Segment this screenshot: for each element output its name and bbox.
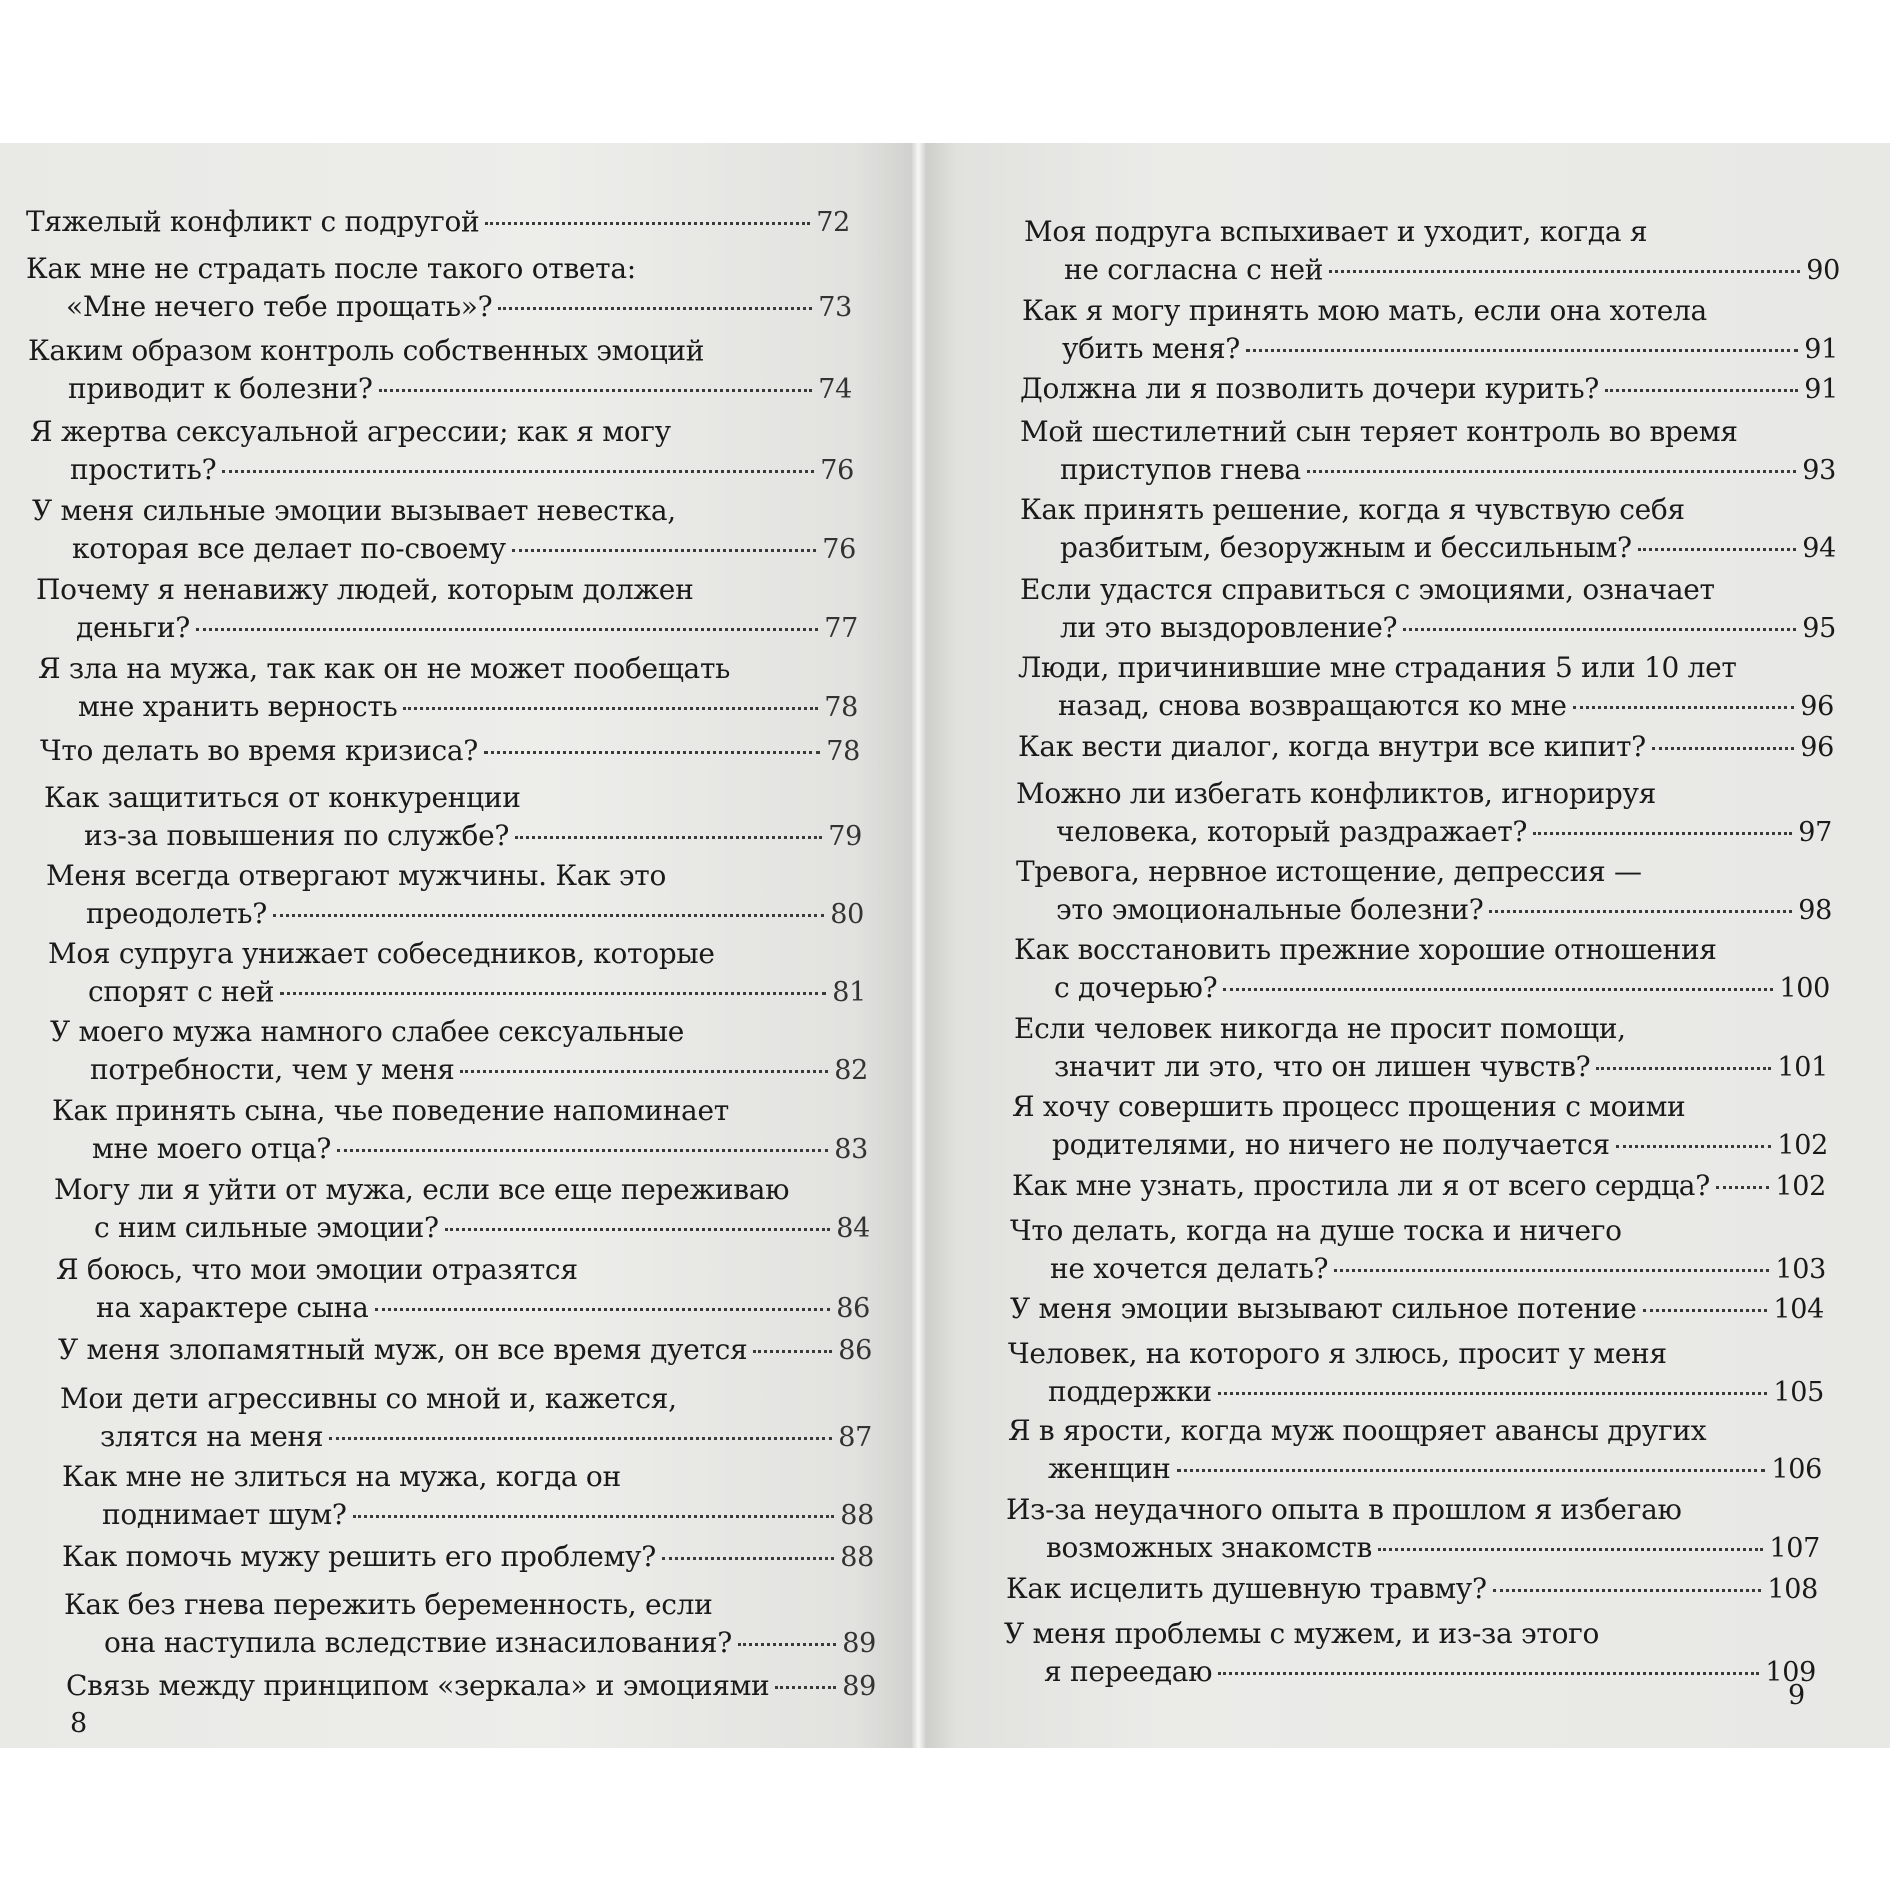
toc-entry[interactable] — [1014, 931, 1830, 1008]
dot-leader — [375, 1308, 831, 1311]
toc-entry-title: Как мне узнать, простила ли я от всего сердца? — [1012, 1169, 1710, 1202]
dot-leader — [280, 992, 826, 995]
dot-leader — [1652, 747, 1794, 750]
toc-entry-title: убить меня? — [1062, 332, 1241, 365]
toc-entry-title: Из-за неудачного опыта в прошлом я избегаю — [1006, 1493, 1682, 1526]
dot-leader — [1403, 628, 1796, 631]
toc-page-number: 98 — [1798, 895, 1832, 926]
toc-page-number: 97 — [1798, 817, 1832, 848]
toc-entry-title: Если удастся справиться с эмоциями, означает — [1020, 573, 1715, 606]
dot-leader — [1533, 832, 1792, 835]
dot-leader — [1218, 1392, 1768, 1395]
toc-entry-title: Могу ли я уйти от мужа, если все еще переживаю — [54, 1173, 790, 1206]
toc-entry-title: Как помочь мужу решить его проблему? — [62, 1540, 656, 1573]
toc-entry[interactable] — [1020, 491, 1836, 568]
toc-page-number: 104 — [1773, 1294, 1824, 1325]
toc-entry[interactable] — [1012, 1167, 1826, 1206]
toc-entry-title: Почему я ненавижу людей, которым должен — [36, 573, 694, 606]
toc-entry-title: У меня сильные эмоции вызывает невестка, — [32, 494, 676, 527]
dot-leader — [222, 470, 814, 473]
toc-entry[interactable] — [1024, 213, 1840, 290]
toc-entry[interactable] — [26, 203, 850, 242]
toc-entry[interactable] — [1016, 775, 1832, 852]
dot-leader — [1493, 1589, 1762, 1592]
dot-leader — [485, 222, 810, 225]
toc-page-number: 73 — [818, 292, 852, 323]
toc-page-number: 107 — [1769, 1533, 1820, 1564]
toc-entry[interactable] — [1004, 1615, 1816, 1692]
toc-page-number: 81 — [832, 977, 866, 1008]
toc-entry-title: Что делать, когда на душе тоска и ничего — [1010, 1214, 1622, 1247]
toc-entry-title: из-за повышения по службе? — [84, 819, 510, 852]
toc-entry[interactable] — [46, 857, 864, 934]
dot-leader — [1596, 1067, 1771, 1070]
toc-entry[interactable] — [50, 1013, 868, 1090]
toc-page-number: 83 — [834, 1134, 868, 1165]
toc-entry-title: мне моего отца? — [92, 1132, 332, 1165]
dot-leader — [1246, 349, 1798, 352]
toc-entry-title: потребности, чем у меня — [90, 1053, 455, 1086]
toc-page-number: 108 — [1767, 1574, 1818, 1605]
toc-page-number: 78 — [826, 736, 860, 767]
toc-entry[interactable] — [66, 1667, 876, 1706]
dot-leader — [1334, 1269, 1769, 1272]
toc-page-number: 74 — [818, 374, 852, 405]
toc-entry[interactable] — [40, 732, 860, 771]
right-page — [918, 143, 1890, 1748]
toc-entry[interactable] — [1020, 413, 1836, 490]
dot-leader — [273, 914, 824, 917]
dot-leader — [498, 307, 812, 310]
toc-entry-title: Я хочу совершить процесс прощения с моими — [1012, 1090, 1686, 1123]
toc-entry-title: Как исцелить душевную травму? — [1006, 1572, 1487, 1605]
toc-page-number: 76 — [822, 534, 856, 565]
toc-entry-title: Как мне не злиться на мужа, когда он — [62, 1460, 621, 1493]
toc-entry-title: простить? — [70, 453, 217, 486]
toc-entry-title: Как без гнева пережить беременность, если — [64, 1588, 713, 1621]
toc-entry[interactable] — [48, 935, 866, 1012]
dot-leader — [337, 1149, 828, 1152]
toc-entry-title: Должна ли я позволить дочери курить? — [1020, 372, 1600, 405]
toc-page-number: 93 — [1802, 455, 1836, 486]
dot-leader — [753, 1350, 832, 1353]
toc-entry-title: которая все делает по-своему — [72, 532, 506, 565]
toc-entry-title: с ним сильные эмоции? — [94, 1211, 439, 1244]
toc-entry[interactable] — [1010, 1290, 1824, 1329]
dot-leader — [1638, 548, 1797, 551]
toc-entry[interactable] — [1012, 1088, 1828, 1165]
dot-leader — [515, 836, 822, 839]
dot-leader — [1573, 706, 1795, 709]
toc-entry-title: приступов гнева — [1060, 453, 1301, 486]
dot-leader — [1716, 1186, 1769, 1189]
toc-entry-title: У меня эмоции вызывают сильное потение — [1010, 1292, 1637, 1325]
toc-page-number: 91 — [1804, 334, 1838, 365]
toc-entry-title: человека, который раздражает? — [1056, 815, 1528, 848]
book-spread — [0, 143, 1890, 1748]
dot-leader — [1605, 389, 1798, 392]
toc-entry-title: Тревога, нервное истощение, депрессия — — [1016, 855, 1642, 888]
toc-entry-title: Связь между принципом «зеркала» и эмоциями — [66, 1669, 770, 1702]
toc-page-number: 100 — [1779, 973, 1830, 1004]
dot-leader — [1378, 1548, 1763, 1551]
toc-entry[interactable] — [1018, 728, 1834, 767]
toc-entry[interactable] — [1006, 1570, 1818, 1609]
toc-page-number: 78 — [824, 692, 858, 723]
toc-entry-title: преодолеть? — [86, 897, 267, 930]
toc-entry-title: не согласна с ней — [1064, 253, 1324, 286]
dot-leader — [662, 1557, 834, 1560]
toc-entry-title: Я зла на мужа, так как он не может пообещать — [38, 652, 731, 685]
toc-entry-title: Мои дети агрессивны со мной и, кажется, — [60, 1382, 677, 1415]
toc-entry-title: мне хранить верность — [78, 690, 398, 723]
toc-entry[interactable] — [1008, 1335, 1824, 1412]
toc-entry[interactable] — [60, 1380, 872, 1457]
toc-page-number: 84 — [836, 1213, 870, 1244]
dot-leader — [1643, 1309, 1768, 1312]
toc-entry[interactable] — [56, 1251, 870, 1328]
toc-entry-title: Каким образом контроль собственных эмоций — [28, 334, 705, 367]
dot-leader — [196, 628, 818, 631]
toc-page-number: 87 — [838, 1422, 872, 1453]
toc-entry-title: Если человек никогда не просит помощи, — [1014, 1012, 1626, 1045]
toc-entry-title: Что делать во время кризиса? — [40, 734, 478, 767]
toc-page-number: 72 — [816, 207, 850, 238]
toc-page-number: 89 — [842, 1628, 876, 1659]
toc-entry-title: приводит к болезни? — [68, 372, 373, 405]
toc-entry-title: Я в ярости, когда муж поощряет авансы других — [1008, 1414, 1707, 1447]
toc-entry-title: я переедаю — [1044, 1655, 1213, 1688]
page-number-right: 9 — [1788, 1680, 1806, 1711]
toc-page-number: 79 — [828, 821, 862, 852]
toc-entry[interactable] — [58, 1331, 872, 1370]
toc-entry-title: У меня злопамятный муж, он все время дуется — [58, 1333, 748, 1366]
toc-page-number: 94 — [1802, 533, 1836, 564]
dot-leader — [1616, 1145, 1772, 1148]
toc-page-number: 82 — [834, 1055, 868, 1086]
toc-entry-title: «Мне нечего тебе прощать»? — [66, 290, 493, 323]
toc-entry-title: это эмоциональные болезни? — [1056, 893, 1484, 926]
toc-entry[interactable] — [36, 571, 858, 648]
toc-page-number: 80 — [830, 899, 864, 930]
toc-page-number: 102 — [1775, 1171, 1826, 1202]
toc-entry-title: не хочется делать? — [1050, 1252, 1329, 1285]
toc-entry[interactable] — [1018, 649, 1834, 726]
toc-entry-title: спорят с ней — [88, 975, 275, 1008]
dot-leader — [353, 1515, 835, 1518]
toc-entry-title: злятся на меня — [100, 1420, 324, 1453]
dot-leader — [1177, 1469, 1766, 1472]
toc-entry[interactable] — [64, 1586, 876, 1663]
toc-page-number: 76 — [820, 455, 854, 486]
page-number-left: 8 — [70, 1708, 88, 1739]
dot-leader — [403, 707, 818, 710]
toc-entry-title: деньги? — [76, 611, 190, 644]
toc-entry[interactable] — [1020, 370, 1838, 409]
toc-entry-title: Человек, на которого я злюсь, просит у меня — [1008, 1337, 1667, 1370]
toc-entry[interactable] — [52, 1092, 868, 1169]
toc-entry-title: Как принять решение, когда я чувствую себя — [1020, 493, 1685, 526]
toc-entry[interactable] — [1022, 292, 1838, 369]
dot-leader — [329, 1437, 832, 1440]
toc-entry-title: У меня проблемы с мужем, и из-за этого — [1004, 1617, 1600, 1650]
toc-entry-title: Тяжелый конфликт с подругой — [26, 205, 480, 238]
toc-entry-title: на характере сына — [96, 1291, 369, 1324]
toc-entry[interactable] — [1006, 1491, 1820, 1568]
toc-entry[interactable] — [1010, 1212, 1826, 1289]
toc-entry[interactable] — [44, 779, 862, 856]
toc-entry-title: Моя подруга вспыхивает и уходит, когда я — [1024, 215, 1648, 248]
dot-leader — [1223, 988, 1773, 991]
dot-leader — [445, 1228, 830, 1231]
toc-page-number: 102 — [1777, 1130, 1828, 1161]
toc-entry-title: она наступила вследствие изнасилования? — [104, 1626, 732, 1659]
dot-leader — [1329, 270, 1800, 273]
toc-entry-title: с дочерью? — [1054, 971, 1218, 1004]
dot-leader — [738, 1643, 836, 1646]
toc-entry[interactable] — [32, 492, 856, 569]
toc-entry-title: поддержки — [1048, 1375, 1212, 1408]
toc-entry[interactable] — [28, 332, 852, 409]
dot-leader — [512, 549, 816, 552]
dot-leader — [775, 1686, 836, 1689]
toc-page-number: 95 — [1802, 613, 1836, 644]
toc-page-number: 101 — [1777, 1052, 1828, 1083]
toc-page-number: 103 — [1775, 1254, 1826, 1285]
left-page — [0, 143, 918, 1748]
toc-page-number: 86 — [836, 1293, 870, 1324]
toc-entry-title: значит ли это, что он лишен чувств? — [1054, 1050, 1591, 1083]
dot-leader — [379, 389, 813, 392]
toc-entry-title: Как мне не страдать после такого ответа: — [26, 252, 636, 285]
toc-page-number: 105 — [1773, 1377, 1824, 1408]
toc-entry-title: назад, снова возвращаются ко мне — [1058, 689, 1567, 722]
toc-entry-title: женщин — [1048, 1452, 1171, 1485]
toc-entry[interactable] — [1020, 571, 1836, 648]
toc-entry-title: Люди, причинившие мне страдания 5 или 10 лет — [1018, 651, 1737, 684]
toc-entry-title: Как принять сына, чье поведение напоминает — [52, 1094, 729, 1127]
toc-entry-title: родителями, но ничего не получается — [1052, 1128, 1610, 1161]
toc-page-number: 88 — [840, 1500, 874, 1531]
toc-entry-title: поднимает шум? — [102, 1498, 347, 1531]
dot-leader — [1307, 470, 1796, 473]
toc-page-number: 88 — [840, 1542, 874, 1573]
toc-page-number: 86 — [838, 1335, 872, 1366]
toc-entry-title: Меня всегда отвергают мужчины. Как это — [46, 859, 667, 892]
toc-entry[interactable] — [30, 413, 854, 490]
toc-entry-title: Как вести диалог, когда внутри все кипит? — [1018, 730, 1646, 763]
toc-entry-title: Мой шестилетний сын теряет контроль во время — [1020, 415, 1738, 448]
toc-entry-title: Моя супруга унижает собеседников, которые — [48, 937, 715, 970]
toc-entry[interactable] — [54, 1171, 870, 1248]
toc-entry-title: Как я могу принять мою мать, если она хотела — [1022, 294, 1707, 327]
toc-page-number: 109 — [1765, 1657, 1816, 1688]
toc-entry[interactable] — [1008, 1412, 1822, 1489]
toc-entry[interactable] — [38, 650, 858, 727]
toc-page-number: 90 — [1806, 255, 1840, 286]
toc-entry[interactable] — [26, 250, 852, 327]
toc-page-number: 91 — [1804, 374, 1838, 405]
toc-page-number: 96 — [1800, 732, 1834, 763]
toc-entry-title: Можно ли избегать конфликтов, игнорируя — [1016, 777, 1657, 810]
book-gutter — [912, 143, 926, 1748]
dot-leader — [1218, 1672, 1759, 1675]
toc-entry[interactable] — [1016, 853, 1832, 930]
dot-leader — [484, 751, 820, 754]
toc-entry-title: У моего мужа намного слабее сексуальные — [50, 1015, 684, 1048]
toc-entry-title: Как восстановить прежние хорошие отношения — [1014, 933, 1717, 966]
toc-page-number: 89 — [842, 1671, 876, 1702]
dot-leader — [1489, 910, 1792, 913]
toc-entry-title: Я боюсь, что мои эмоции отразятся — [56, 1253, 578, 1286]
toc-page-number: 96 — [1800, 691, 1834, 722]
toc-entry-title: возможных знакомств — [1046, 1531, 1372, 1564]
toc-entry[interactable] — [62, 1458, 874, 1535]
toc-entry-title: Как защититься от конкуренции — [44, 781, 521, 814]
toc-page-number: 106 — [1771, 1454, 1822, 1485]
toc-entry-title: Я жертва сексуальной агрессии; как я могу — [30, 415, 671, 448]
toc-entry-title: ли это выздоровление? — [1060, 611, 1398, 644]
toc-page-number: 77 — [824, 613, 858, 644]
toc-entry[interactable] — [1014, 1010, 1828, 1087]
toc-entry[interactable] — [62, 1538, 874, 1577]
toc-entry-title: разбитым, безоружным и бессильным? — [1060, 531, 1632, 564]
dot-leader — [460, 1070, 828, 1073]
